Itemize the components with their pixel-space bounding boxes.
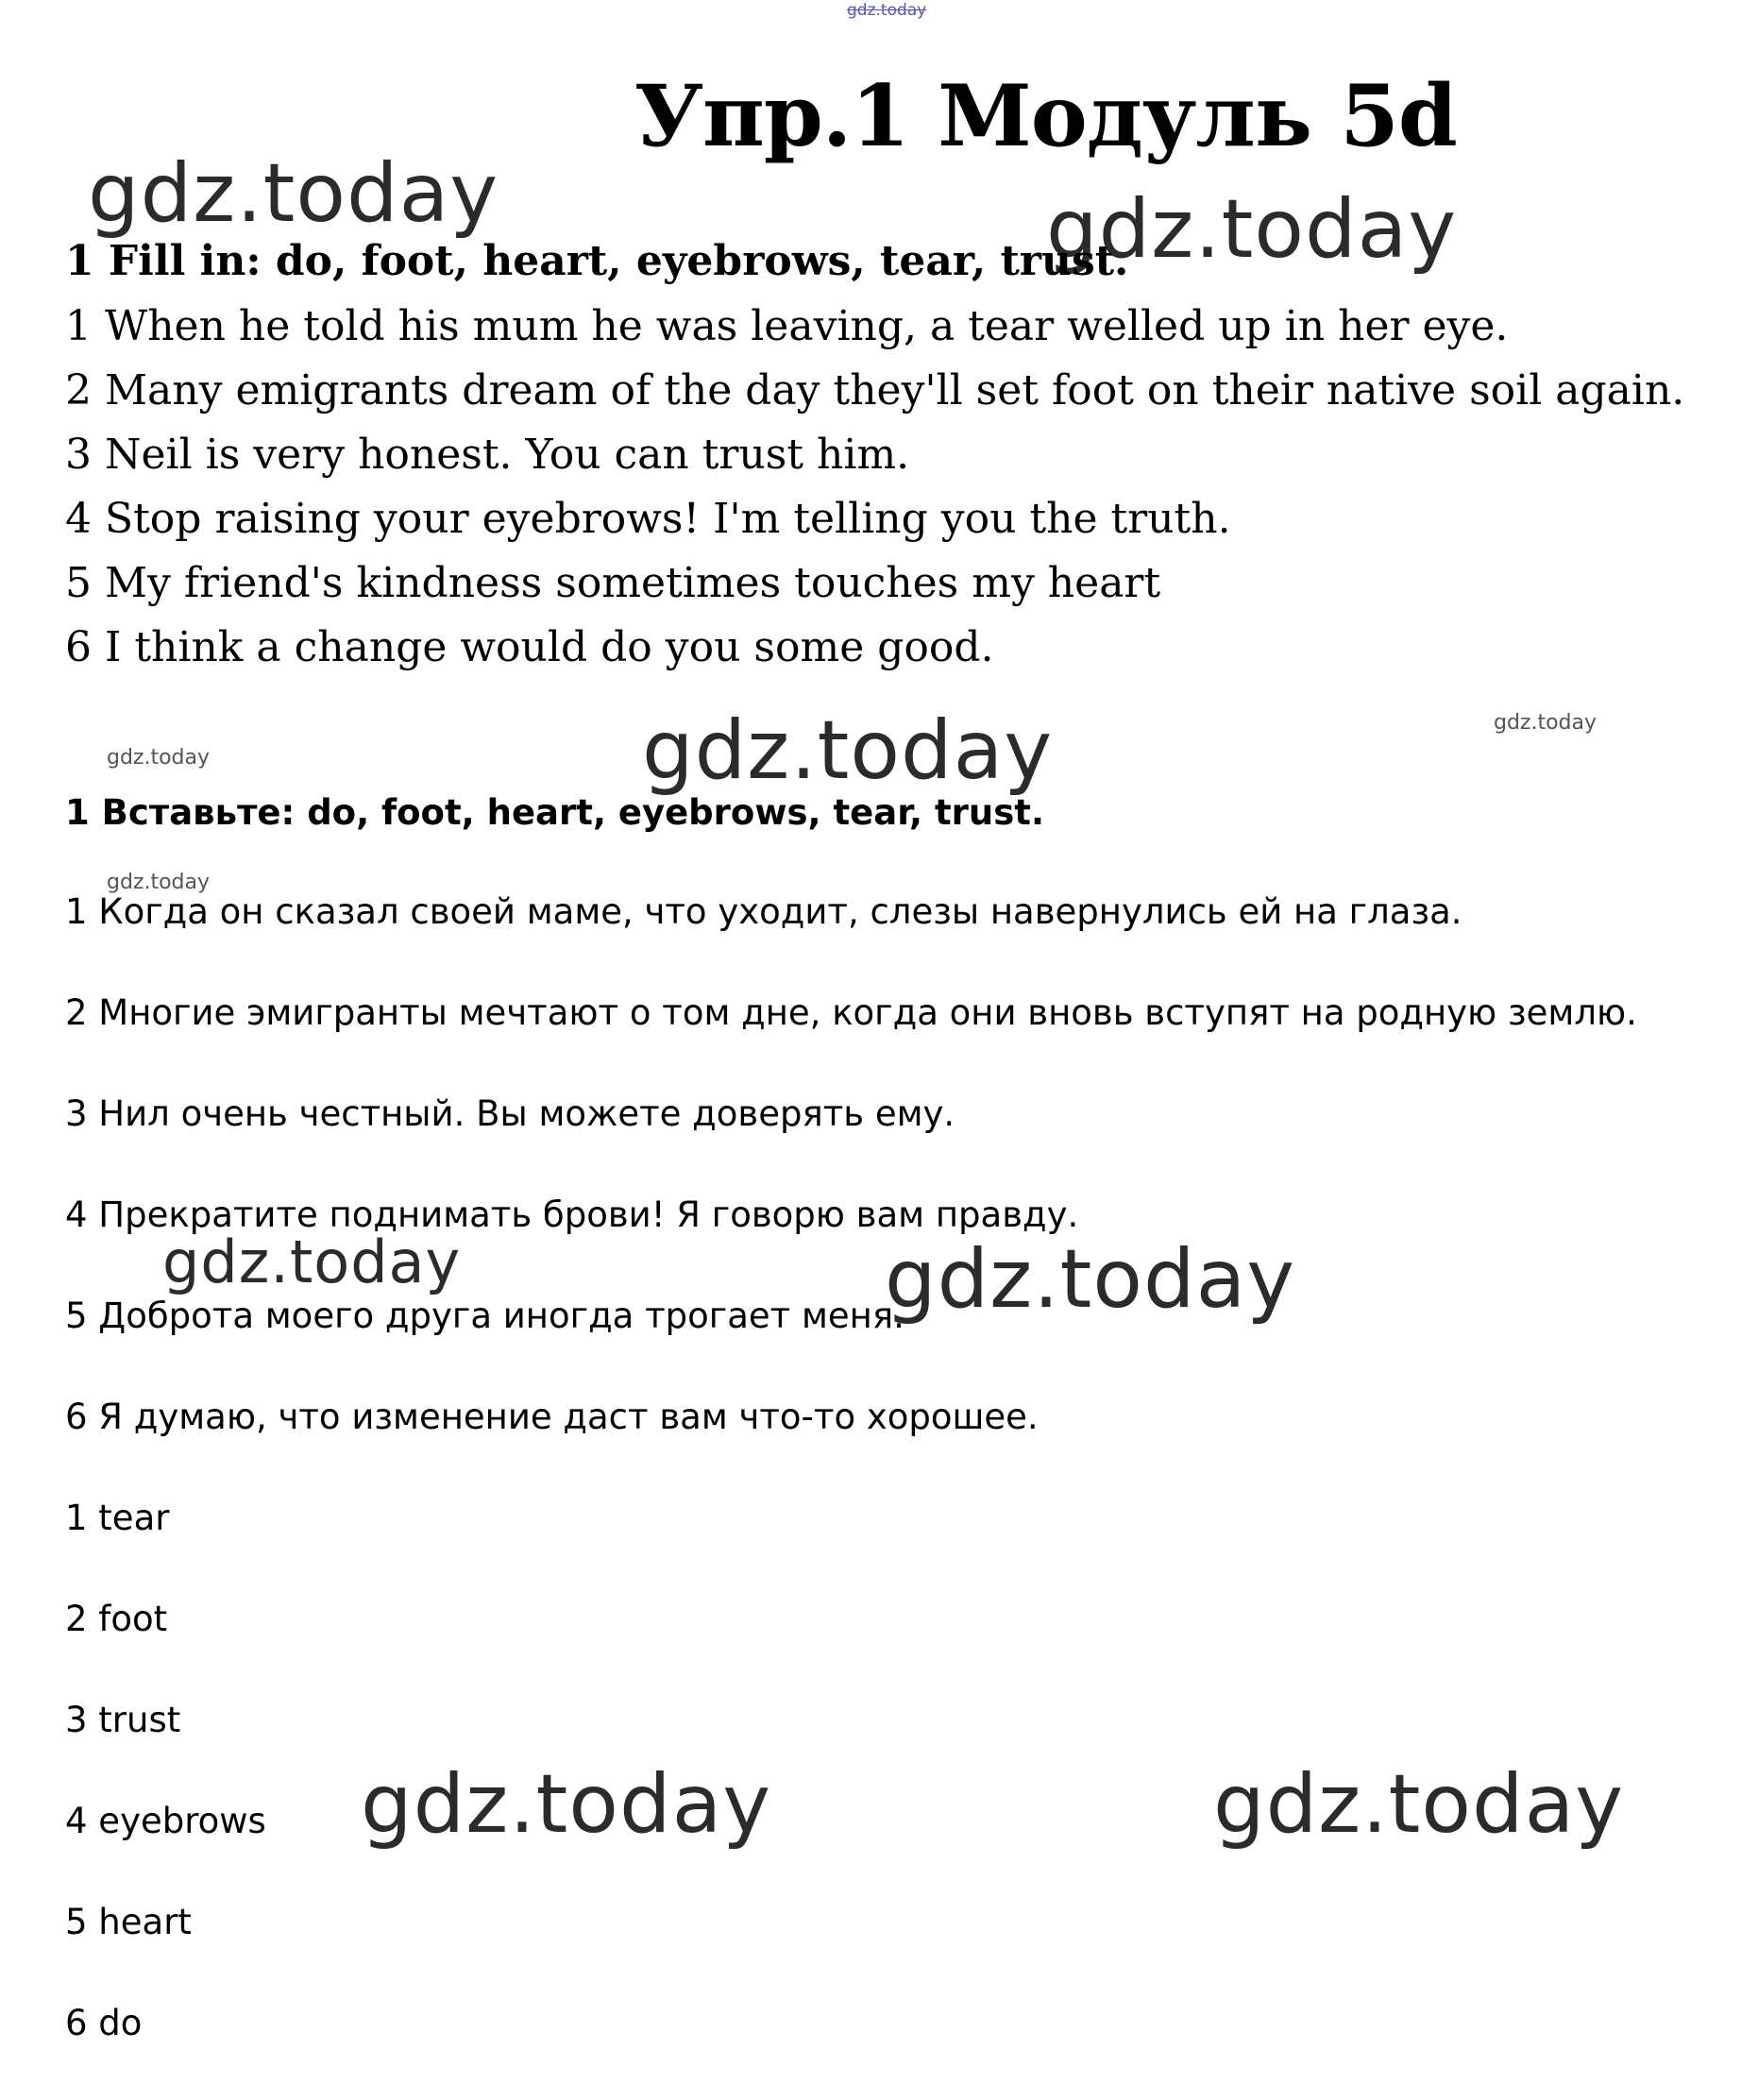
russian-sentence: 5 Доброта моего друга иногда трогает меня. bbox=[65, 1296, 904, 1336]
watermark: gdz.today bbox=[162, 1228, 462, 1296]
english-sentence: 5 My friend's kindness sometimes touches my heart bbox=[65, 559, 1161, 607]
russian-sentence: 6 Я думаю, что изменение даст вам что-то хорошее. bbox=[65, 1397, 1039, 1437]
watermark: gdz.today bbox=[1046, 182, 1458, 277]
answer-item: 2 foot bbox=[65, 1599, 168, 1639]
russian-heading: 1 Вставьте: do, foot, heart, eyebrows, tear, trust. bbox=[65, 792, 1045, 833]
watermark: gdz.today bbox=[1494, 711, 1597, 735]
watermark: gdz.today bbox=[1213, 1757, 1625, 1852]
russian-sentence: 1 Когда он сказал своей маме, что уходит, слезы навернулись ей на глаза. bbox=[65, 891, 1462, 932]
answer-item: 6 do bbox=[65, 2003, 143, 2043]
answer-item: 5 heart bbox=[65, 1902, 192, 1942]
english-sentence: 6 I think a change would do you some good. bbox=[65, 623, 994, 671]
watermark-top: gdz.today bbox=[847, 1, 927, 20]
english-sentence: 1 When he told his mum he was leaving, a tear welled up in her eye. bbox=[65, 302, 1509, 350]
english-sentence: 3 Neil is very honest. You can trust him. bbox=[65, 431, 910, 479]
watermark: gdz.today bbox=[885, 1232, 1296, 1327]
watermark: gdz.today bbox=[107, 871, 211, 894]
english-heading: 1 Fill in: do, foot, heart, eyebrows, tear, trust. bbox=[65, 237, 1129, 285]
english-sentence: 4 Stop raising your eyebrows! I'm telling you the truth. bbox=[65, 495, 1231, 543]
watermark: gdz.today bbox=[107, 746, 211, 770]
russian-sentence: 4 Прекратите поднимать брови! Я говорю вам правду. bbox=[65, 1194, 1079, 1235]
english-sentence: 2 Many emigrants dream of the day they'll set foot on their native soil again. bbox=[65, 366, 1685, 415]
russian-sentence: 3 Нил очень честный. Вы можете доверять ему. bbox=[65, 1093, 955, 1134]
watermark: gdz.today bbox=[642, 703, 1054, 798]
russian-sentence: 2 Многие эмигранты мечтают о том дне, когда они вновь вступят на родную землю. bbox=[65, 992, 1637, 1033]
answer-item: 4 eyebrows bbox=[65, 1801, 266, 1841]
page-title: Упр.1 Модуль 5d bbox=[634, 66, 1457, 166]
answer-item: 3 trust bbox=[65, 1700, 181, 1740]
watermark: gdz.today bbox=[361, 1757, 772, 1852]
watermark: gdz.today bbox=[88, 146, 499, 241]
answer-item: 1 tear bbox=[65, 1498, 170, 1538]
